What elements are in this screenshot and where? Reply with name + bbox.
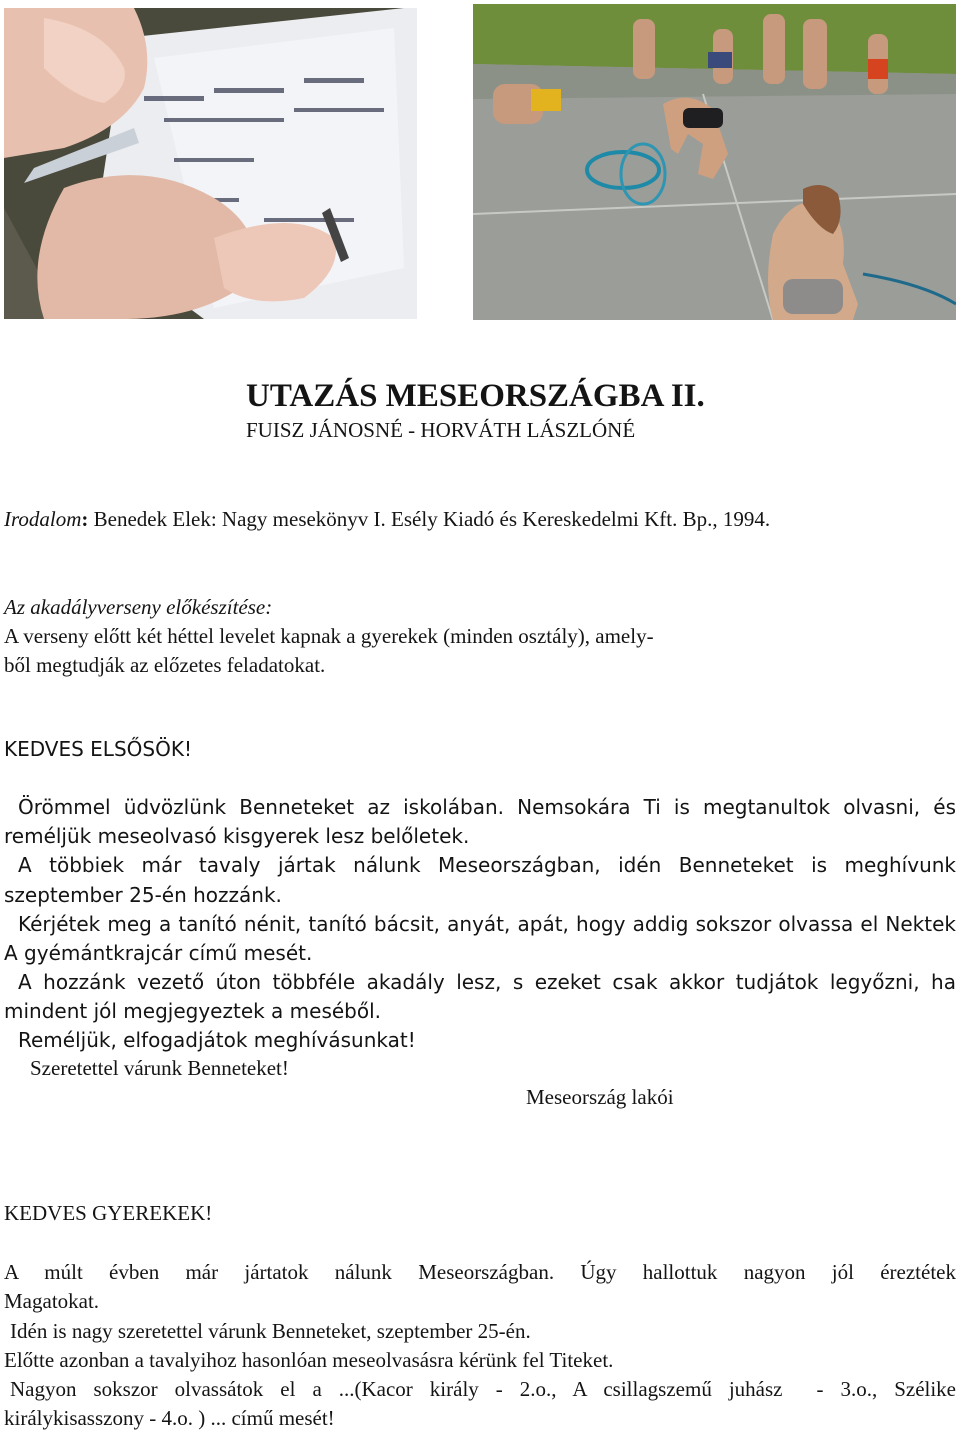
letter1-line: A gyémántkrajcár című mesét. [4, 941, 313, 965]
letter1-line: A hozzánk vezető úton többféle akadály lesz, s ezeket csak akkor tudjátok legyőzni, ha [18, 970, 956, 994]
letter1-line: Reméljük, elfogadjátok meghívásunkat! [18, 1028, 416, 1052]
letter2-line: Előtte azonban a tavalyihoz hasonlóan meseolvasásra kérünk fel Titeket. [4, 1348, 614, 1372]
document-title: UTAZÁS MESEORSZÁGBA II. [246, 378, 705, 414]
letter2-line: A múlt évben már jártatok nálunk Meseországban. Úgy hallottuk nagyon jól éreztétek [4, 1260, 956, 1284]
photo-writing-worksheet [4, 8, 417, 319]
literature-colon: : [81, 507, 89, 531]
letter2-line: Nagyon sokszor olvassátok el a ...(Kacor király - 2.o., A csillagszemű juhász - 3.o., Szélike [10, 1377, 956, 1401]
preparation-line: ből megtudják az előzetes feladatokat. [4, 653, 326, 677]
letter1-line: Kérjétek meg a tanító nénit, tanító bácsit, anyát, apát, hogy addig sokszor olvassa el Nektek [18, 912, 956, 936]
letter1-signature: Meseország lakói [526, 1085, 674, 1109]
letter1-closing: Szeretettel várunk Benneteket! [30, 1056, 289, 1080]
photo-hula-hoop-court [473, 4, 956, 320]
preparation-heading: Az akadályverseny előkészítése: [4, 595, 273, 619]
letter1-line: mindent jól megjegyeztek a meséből. [4, 999, 382, 1023]
letter1-line: A többiek már tavaly jártak nálunk Meseországban, idén Benneteket is meghívunk [18, 853, 956, 877]
letter1-greeting: KEDVES ELSŐSÖK! [4, 737, 192, 761]
letter1-line: reméljük meseolvasó kisgyerek lesz belőletek. [4, 824, 470, 848]
letter2-line: Idén is nagy szeretettel várunk Benneteket, szeptember 25-én. [10, 1319, 531, 1343]
literature-text: Benedek Elek: Nagy mesekönyv I. Esély Kiadó és Kereskedelmi Kft. Bp., 1994. [88, 507, 771, 531]
letter2-line: királykisasszony - 4.o. ) ... című mesét! [4, 1406, 335, 1430]
letter2-line: Magatokat. [4, 1289, 100, 1313]
letter1-line: szeptember 25-én hozzánk. [4, 883, 282, 907]
letter2-greeting: KEDVES GYEREKEK! [4, 1201, 213, 1225]
literature-reference [4, 507, 770, 532]
authors-line: FUISZ JÁNOSNÉ - HORVÁTH LÁSZLÓNÉ [246, 418, 636, 442]
letter1-line: Örömmel üdvözlünk Benneteket az iskolában. Nemsokára Ti is megtanultok olvasni, és [18, 795, 956, 819]
preparation-line: A verseny előtt két héttel levelet kapnak a gyerekek (minden osztály), amely- [4, 624, 654, 648]
literature-label: Irodalom [4, 507, 82, 531]
